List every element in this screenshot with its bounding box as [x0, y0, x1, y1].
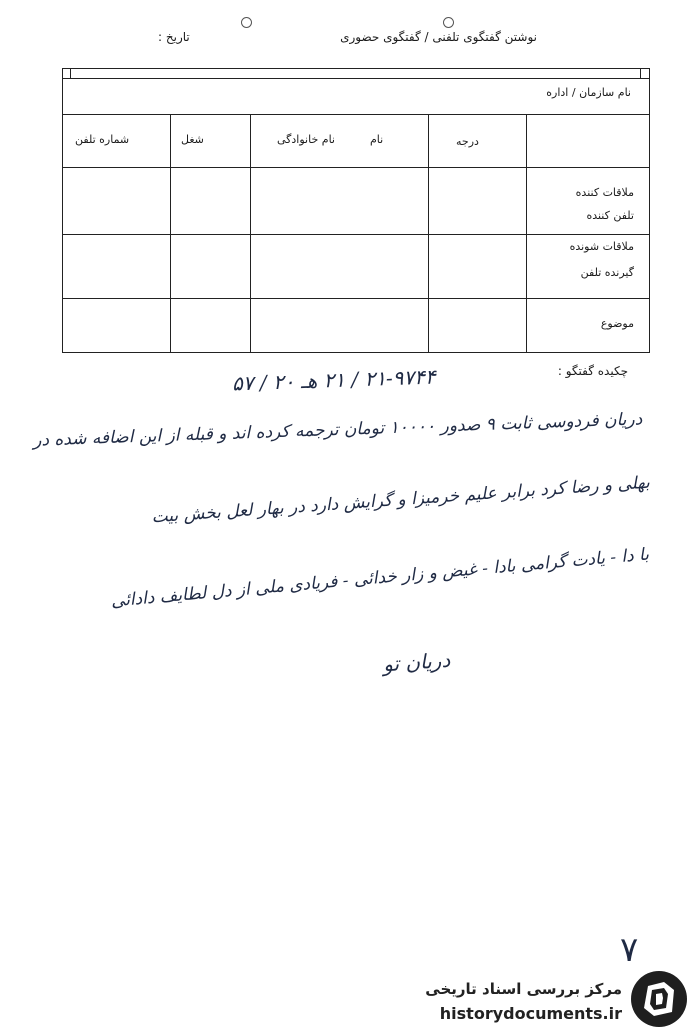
- col-family-name: نام خانوادگی: [277, 133, 335, 146]
- date-label: تاریخ :: [158, 30, 190, 44]
- watermark-title: مرکز بررسی اسناد تاریخی: [425, 980, 622, 998]
- handwritten-line-3: با دا - یادت گرامی بادا - غیض و زار خدائی - فریادی ملی از دل لطایف دادائی: [110, 544, 650, 612]
- row-subject: موضوع: [600, 317, 634, 330]
- form-title: نوشتن گفتگوی تلفنی / گفتگوی حضوری: [340, 30, 537, 44]
- col-name: نام: [370, 133, 384, 146]
- handwritten-line-2: بهلی و رضا کرد برابر علیم خرمیزا و گرایش دارد در بهار لعل بخش بیت: [150, 472, 651, 528]
- col-job: شغل: [181, 133, 204, 146]
- row-caller: تلفن کننده: [586, 209, 634, 222]
- handwritten-page-mark: ٧: [620, 930, 639, 970]
- row-visited: ملاقات شونده: [569, 240, 634, 253]
- row-visitor: ملاقات کننده: [575, 186, 634, 199]
- handwritten-reference: ۲۱-۹۷۴۴ / ۲۱ هـ ۲۰ / ۵۷: [231, 364, 437, 396]
- handwritten-line-1: دریان فردوسی ثابت ۹ صدور ۱۰۰۰۰ تومان ترجمه کرده اند و قبله از این اضافه شده در: [32, 409, 643, 451]
- col-rank: درجه: [456, 135, 479, 148]
- archive-logo-icon: [628, 968, 690, 1034]
- watermark-site: historydocuments.ir: [439, 1004, 622, 1023]
- col-phone: شماره تلفن: [75, 133, 130, 146]
- org-label: نام سازمان / اداره: [546, 86, 631, 99]
- punch-hole-right: [443, 17, 454, 28]
- form-table: [62, 68, 650, 353]
- summary-label: چکیده گفتگو :: [557, 364, 628, 378]
- punch-hole-left: [241, 17, 252, 28]
- row-receiver: گیرنده تلفن: [580, 266, 634, 279]
- handwritten-line-4: دریان تو: [382, 647, 451, 677]
